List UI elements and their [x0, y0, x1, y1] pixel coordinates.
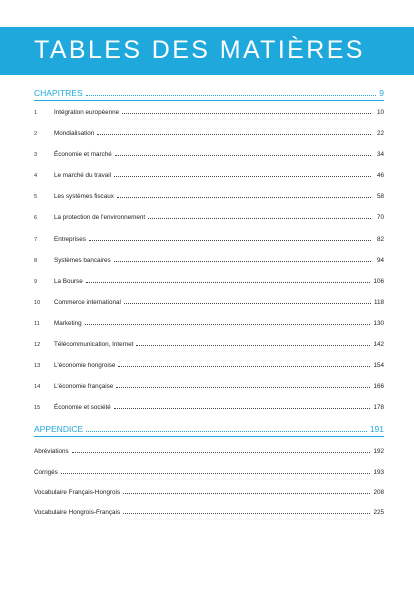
chapter-title: Marketing: [54, 319, 82, 327]
toc-entry-chapter-2[interactable]: [34, 125, 384, 137]
chapter-title: Économie et marché: [54, 151, 112, 159]
toc-entry-chapter-6[interactable]: [34, 209, 384, 221]
toc-entry-chapter-1[interactable]: [34, 104, 384, 116]
page-number: 70: [376, 214, 384, 222]
dot-leader: [86, 95, 377, 96]
chapter-title: Entreprises: [54, 235, 86, 243]
appendix-title: Vocabulaire Français-Hongrois: [34, 488, 121, 496]
dot-leader: [72, 452, 371, 453]
chapter-number: 6: [34, 215, 38, 222]
toc-entry-chapter-8[interactable]: [34, 252, 384, 264]
toc-entry-chapter-13[interactable]: [34, 357, 384, 369]
dot-leader: [61, 473, 371, 474]
chapter-title: L'économie française: [54, 383, 114, 391]
toc-entry-chapter-15[interactable]: [34, 399, 384, 411]
page-number: 142: [373, 341, 384, 349]
chapter-number: 11: [34, 320, 40, 327]
page-number: 178: [373, 404, 384, 412]
page-number: 130: [373, 319, 384, 327]
section-page: 9: [379, 88, 384, 98]
toc-entry-vocab-hu-fr[interactable]: [34, 504, 384, 516]
chapter-title: Économie et société: [54, 404, 111, 412]
toc-entry-chapter-3[interactable]: [34, 146, 384, 158]
dot-leader: [97, 134, 371, 135]
appendix-title: Corrigés: [34, 468, 58, 476]
chapter-number: 14: [34, 384, 41, 391]
chapter-title: La protection de l'environnement: [54, 214, 146, 222]
page-number: 166: [373, 383, 384, 391]
chapter-number: 12: [34, 342, 41, 349]
toc-entry-chapter-11[interactable]: [34, 315, 384, 327]
chapter-title: Le marché du travail: [54, 172, 112, 180]
toc-entry-corriges[interactable]: [34, 464, 384, 476]
page-number: 225: [373, 508, 384, 516]
dot-leader: [114, 261, 371, 262]
page-number: 118: [373, 298, 384, 306]
chapter-number: 5: [34, 194, 38, 201]
chapter-list: [34, 104, 384, 411]
chapter-number: 3: [34, 152, 38, 159]
chapter-number: 7: [34, 236, 38, 243]
chapter-number: 8: [34, 257, 38, 264]
page-number: 10: [376, 109, 384, 116]
page-number: 192: [373, 448, 384, 456]
chapter-title: L'économie hongroise: [54, 362, 116, 370]
appendix-title: Abréviations: [34, 448, 69, 456]
chapter-title: Commerce international: [54, 298, 121, 306]
dot-leader: [86, 282, 371, 283]
appendix-title: Vocabulaire Hongrois-Français: [34, 508, 121, 516]
dot-leader: [123, 493, 370, 494]
page-number: 106: [373, 277, 384, 285]
toc-entry-chapter-12[interactable]: [34, 336, 384, 348]
chapter-title: Les systèmes fiscaux: [54, 193, 114, 201]
toc-entry-abreviations[interactable]: [34, 443, 384, 455]
toc-entry-chapter-10[interactable]: [34, 294, 384, 306]
toc-entry-chapter-4[interactable]: [34, 167, 384, 179]
page-number: 46: [376, 172, 384, 180]
chapter-number: 10: [34, 299, 41, 306]
table-of-contents: [34, 84, 384, 524]
page-number: 22: [376, 130, 384, 138]
toc-entry-vocab-fr-hu[interactable]: [34, 484, 384, 496]
dot-leader: [89, 240, 371, 241]
section-label: CHAPITRES: [34, 88, 83, 98]
toc-entry-chapter-5[interactable]: [34, 188, 384, 200]
chapter-number: 2: [34, 131, 38, 138]
title-banner: [0, 27, 414, 75]
chapter-title: La Bourse: [54, 277, 83, 285]
section-appendice[interactable]: [34, 420, 384, 434]
chapter-title: Mondialisation: [54, 130, 95, 138]
chapter-number: 4: [34, 173, 38, 180]
section-chapitres[interactable]: [34, 84, 384, 98]
chapter-title: Systèmes bancaires: [54, 256, 111, 264]
dot-leader: [148, 218, 371, 219]
page-number: 82: [376, 235, 384, 243]
dot-leader: [136, 345, 370, 346]
dot-leader: [122, 113, 371, 114]
chapter-title: Télécommunication, Internet: [54, 341, 134, 349]
dot-leader: [117, 197, 371, 198]
page-number: 208: [373, 488, 384, 496]
toc-entry-chapter-7[interactable]: [34, 231, 384, 243]
page-number: 193: [373, 468, 384, 476]
dot-leader: [114, 176, 371, 177]
section-divider: [34, 436, 384, 437]
chapter-number: 15: [34, 405, 41, 412]
page-title: TABLES DES MATIÈRES: [34, 36, 365, 64]
dot-leader: [115, 155, 371, 156]
section-divider: [34, 100, 384, 101]
page-number: 34: [376, 151, 384, 159]
toc-entry-chapter-14[interactable]: [34, 378, 384, 390]
dot-leader: [86, 431, 367, 432]
dot-leader: [114, 408, 371, 409]
section-label: APPENDICE: [34, 424, 84, 435]
chapter-title: Intégration européenne: [54, 109, 120, 116]
chapter-number: 9: [34, 278, 38, 285]
toc-entry-chapter-9[interactable]: [34, 273, 384, 285]
page-number: 58: [376, 193, 384, 201]
chapter-number: 1: [34, 110, 38, 116]
dot-leader: [123, 513, 370, 514]
appendix-list: [34, 443, 384, 515]
section-page: 191: [369, 424, 384, 435]
page-number: 154: [373, 362, 384, 370]
dot-leader: [85, 324, 371, 325]
dot-leader: [124, 303, 371, 304]
chapter-number: 13: [34, 363, 41, 370]
dot-leader: [116, 387, 370, 388]
dot-leader: [118, 366, 370, 367]
page-number: 94: [376, 256, 384, 264]
